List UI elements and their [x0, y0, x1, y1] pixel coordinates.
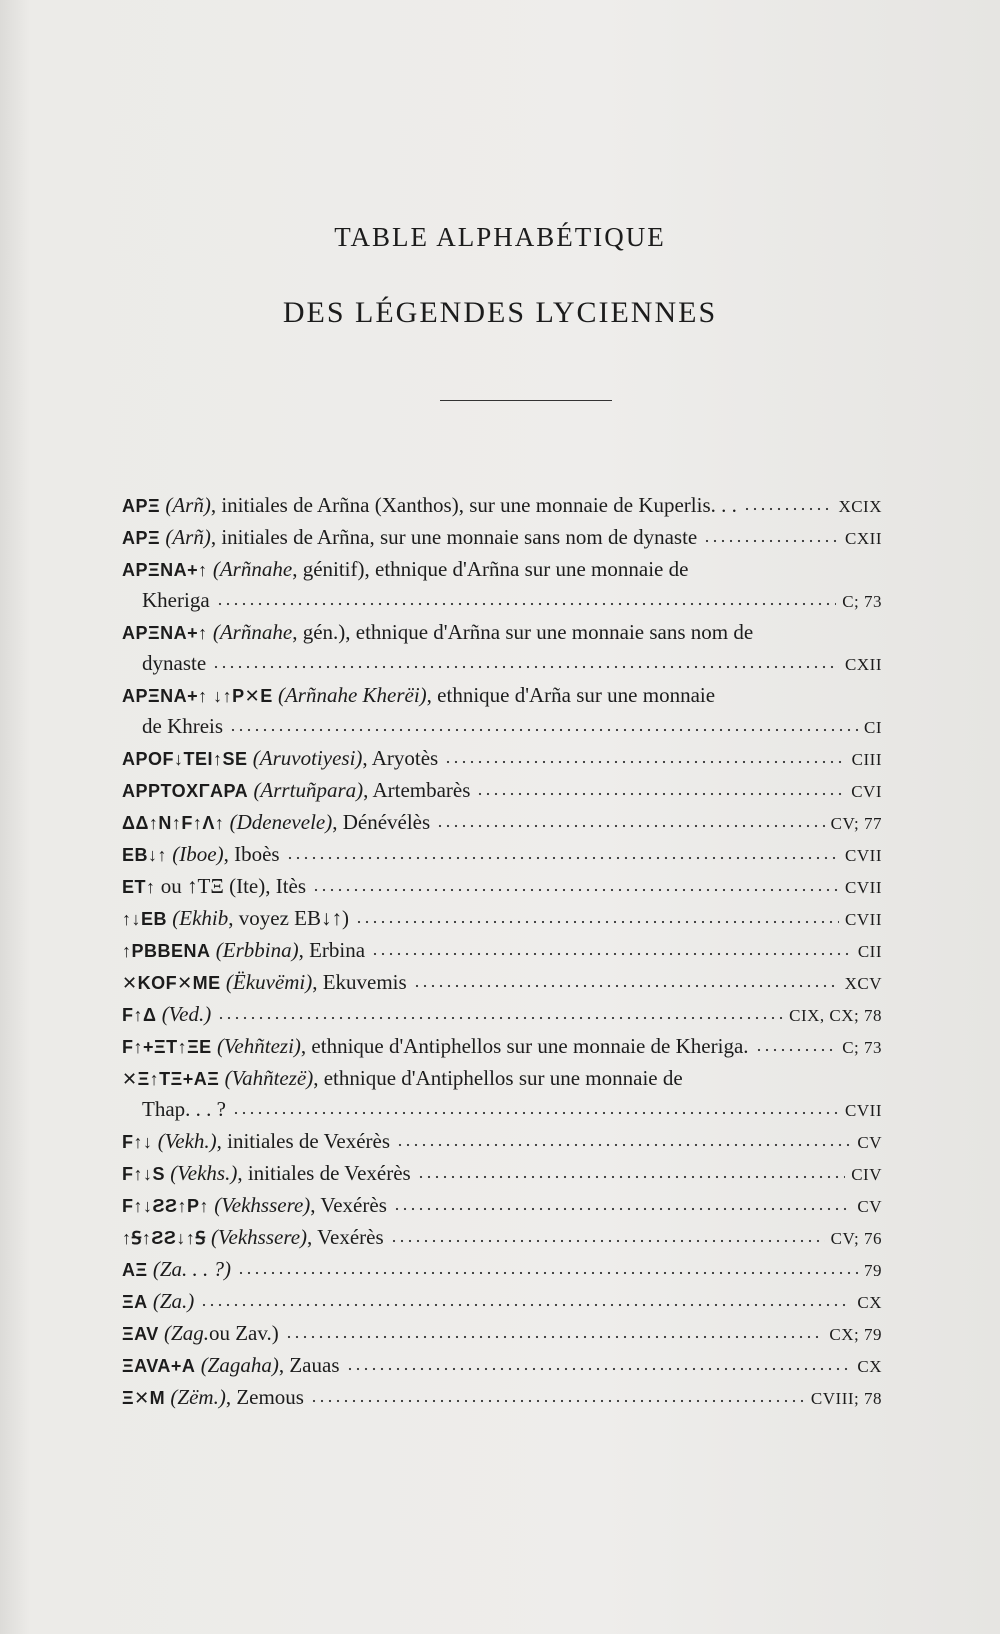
index-entry — [122, 967, 882, 999]
index-entry — [122, 1190, 882, 1222]
transliteration: (Zagaha) — [200, 1353, 279, 1377]
index-entry — [122, 1158, 882, 1190]
transliteration: (Arñnahe — [212, 620, 293, 644]
lycian-legend: ↑↓EB — [122, 909, 168, 929]
lycian-legend: APΞ — [122, 496, 161, 516]
entry-continuation-text: Kheriga — [142, 588, 210, 612]
dot-leader — [312, 878, 839, 899]
entry-line — [122, 554, 882, 585]
transliteration: (Vahñtezë) — [224, 1066, 314, 1090]
dot-leader — [417, 1165, 845, 1186]
entry-description: , initiales de Arñna, sur une monnaie sans nom de dynaste — [210, 525, 698, 549]
entry-line — [122, 775, 882, 807]
dot-leader — [310, 1389, 805, 1410]
page-reference: CX; 79 — [829, 1325, 882, 1344]
transliteration: (Za. . . ?) — [152, 1257, 232, 1281]
dot-leader — [390, 1229, 825, 1250]
index-entry — [122, 522, 882, 554]
entry-description: , Ekuvemis — [312, 970, 407, 994]
entry-description: , Artembarès — [363, 778, 471, 802]
entry-description: , Vexérès — [310, 1193, 387, 1217]
page-reference: CIX, CX; 78 — [789, 1006, 882, 1025]
lycian-legend: APΞNA+↑ ↓↑P✕E — [122, 686, 273, 706]
transliteration: (Aruvotiyesi) — [252, 746, 363, 770]
entry-description: , initiales de Arñna (Xanthos), sur une monnaie de Kuperlis. . . — [210, 493, 737, 517]
index-entry — [122, 775, 882, 807]
lycian-legend: APΞNA+↑ — [122, 560, 208, 580]
entry-description: , ethnique d'Antiphellos sur une monnaie de — [313, 1066, 683, 1090]
dot-leader — [413, 974, 839, 995]
entry-description: , Zauas — [278, 1353, 340, 1377]
entry-continuation — [122, 711, 882, 743]
dot-leader — [237, 1261, 858, 1282]
entry-description: , initiales de Vexérès — [237, 1161, 411, 1185]
entry-line — [122, 1286, 882, 1318]
lycian-legend: APOF↓TEI↑SE — [122, 749, 248, 769]
entry-continuation-text: Thap. . . ? — [142, 1097, 226, 1121]
entry-description: , Zemous — [225, 1385, 304, 1409]
index-entry — [122, 1254, 882, 1286]
entry-continuation — [122, 585, 882, 617]
index-entry — [122, 1063, 882, 1126]
page-reference: CVI — [851, 782, 882, 801]
page-reference: CIII — [851, 750, 882, 769]
index-entry — [122, 1222, 882, 1254]
entry-line — [122, 490, 882, 522]
page-reference: CVII — [845, 878, 882, 897]
lycian-legend: EB↓↑ — [122, 845, 168, 865]
page-subtitle: DES LÉGENDES LYCIENNES — [282, 296, 718, 329]
page-reference: XCV — [844, 974, 882, 993]
entry-line — [122, 743, 882, 775]
index-entry — [122, 935, 882, 967]
dot-leader — [229, 718, 858, 739]
lycian-legend: F↑↓ƧƧ↑P↑ — [122, 1196, 210, 1216]
entry-line — [122, 1031, 882, 1063]
page-reference: XCIX — [838, 497, 882, 516]
lycian-legend: ↑PBBENA — [122, 941, 211, 961]
entry-description: , voyez EB↓↑) — [228, 906, 349, 930]
lycian-legend: ΞAVA+A — [122, 1356, 196, 1376]
dot-leader — [755, 1038, 837, 1059]
page-reference: CVII — [845, 910, 882, 929]
lycian-legend: APΞNA+↑ — [122, 623, 208, 643]
entry-description: , Erbina — [298, 938, 366, 962]
transliteration: (Arñnahe — [212, 557, 293, 581]
transliteration: (Vekh.) — [157, 1129, 217, 1153]
lycian-legend: ✕KOF✕ME — [122, 973, 221, 993]
dot-leader — [285, 1325, 824, 1346]
dot-leader — [232, 1101, 839, 1122]
page-title: TABLE ALPHABÉTIQUE — [334, 222, 666, 252]
index-entry — [122, 871, 882, 903]
dot-leader — [396, 1133, 851, 1154]
lycian-legend: ΔΔ↑N↑F↑Λ↑ — [122, 813, 225, 833]
transliteration: (Ddenevele) — [229, 810, 333, 834]
page-reference: CXII — [845, 529, 882, 548]
dot-leader — [346, 1357, 852, 1378]
transliteration: (Za.) — [152, 1289, 195, 1313]
entry-line — [122, 1158, 882, 1190]
entry-line — [122, 1063, 882, 1094]
page-reference: CV — [857, 1197, 882, 1216]
entry-line — [122, 903, 882, 935]
dot-leader — [286, 846, 839, 867]
transliteration: (Zëm.) — [170, 1385, 226, 1409]
dot-leader — [743, 497, 833, 518]
transliteration: (Arñ) — [165, 493, 211, 517]
dot-leader — [476, 782, 845, 803]
transliteration: (Vekhssere) — [214, 1193, 311, 1217]
page-reference: C; 73 — [842, 592, 882, 611]
transliteration: (Vekhs.) — [170, 1161, 238, 1185]
entry-description: , Vexérès — [307, 1225, 384, 1249]
transliteration: (Zag. — [164, 1321, 209, 1345]
index-entry — [122, 839, 882, 871]
lycian-legend: ET↑ — [122, 877, 156, 897]
entry-line — [122, 1126, 882, 1158]
index-entry — [122, 903, 882, 935]
entry-continuation — [122, 1094, 882, 1126]
page-reference: 79 — [864, 1261, 882, 1280]
entry-continuation — [122, 648, 882, 680]
page-reference: CX — [857, 1357, 882, 1376]
page-reference: CVII — [845, 1101, 882, 1120]
index-entry — [122, 1031, 882, 1063]
entry-line — [122, 1350, 882, 1382]
entry-description: , Iboès — [223, 842, 280, 866]
entry-description: , Aryotès — [362, 746, 439, 770]
index-entry — [122, 617, 882, 680]
dot-leader — [436, 814, 824, 835]
index-entry — [122, 1126, 882, 1158]
page-reference: CII — [857, 942, 882, 961]
entry-line — [122, 935, 882, 967]
dot-leader — [371, 942, 852, 963]
transliteration: (Arrtuñpara) — [253, 778, 364, 802]
entry-description: , gén.), ethnique d'Arñna sur une monnaie sans nom de — [292, 620, 754, 644]
entry-line — [122, 1382, 882, 1414]
index-entry — [122, 807, 882, 839]
dot-leader — [212, 655, 839, 676]
transliteration: (Arñ) — [165, 525, 211, 549]
entry-line — [122, 807, 882, 839]
index-entry — [122, 1350, 882, 1382]
entry-line — [122, 522, 882, 554]
entry-description: , ethnique d'Antiphellos sur une monnaie de Kheriga. — [300, 1034, 749, 1058]
index-entry — [122, 999, 882, 1031]
transliteration: (Ekhib — [172, 906, 229, 930]
entry-line — [122, 871, 882, 903]
entry-line — [122, 617, 882, 648]
index-entry — [122, 554, 882, 617]
transliteration: (Arñnahe Kherëi) — [277, 683, 427, 707]
entry-continuation-text: de Khreis — [142, 714, 224, 738]
index-entry — [122, 743, 882, 775]
entry-description: ou ↑TΞ (Ite), Itès — [160, 874, 307, 898]
lycian-legend: APPTOXΓAPA — [122, 781, 249, 801]
page-reference: CVII — [845, 846, 882, 865]
entry-list — [122, 490, 882, 1414]
page-reference: CV — [857, 1133, 882, 1152]
dot-leader — [217, 1006, 783, 1027]
lycian-legend: F↑+ΞT↑ΞE — [122, 1037, 212, 1057]
lycian-legend: F↑↓S — [122, 1164, 166, 1184]
lycian-legend: Ξ✕M — [122, 1388, 166, 1408]
lycian-legend: ✕Ξ↑TΞ+AΞ — [122, 1069, 220, 1089]
transliteration: (Ëkuvëmi) — [225, 970, 313, 994]
dot-leader — [703, 529, 839, 550]
dot-leader — [393, 1197, 852, 1218]
dot-leader — [355, 910, 839, 931]
entry-line — [122, 1318, 882, 1350]
entry-description: ou Zav.) — [208, 1321, 279, 1345]
lycian-legend: APΞ — [122, 528, 161, 548]
transliteration: (Erbbina) — [215, 938, 299, 962]
page-reference: CX — [857, 1293, 882, 1312]
entry-line — [122, 1190, 882, 1222]
entry-line — [122, 1254, 882, 1286]
entry-description: , initiales de Vexérès — [216, 1129, 391, 1153]
transliteration: (Vekhssere) — [211, 1225, 308, 1249]
transliteration: (Ved.) — [161, 1002, 212, 1026]
entry-continuation-text: dynaste — [142, 651, 207, 675]
page-reference: CI — [864, 718, 882, 737]
transliteration: (Iboe) — [172, 842, 224, 866]
lycian-legend: F↑↓ — [122, 1132, 153, 1152]
transliteration: (Vehñtezi) — [216, 1034, 301, 1058]
page-reference: CVIII; 78 — [810, 1389, 882, 1408]
lycian-legend: AΞ — [122, 1260, 148, 1280]
index-entry — [122, 680, 882, 743]
index-entry — [122, 1318, 882, 1350]
entry-line — [122, 999, 882, 1031]
entry-description: , génitif), ethnique d'Arñna sur une monnaie de — [292, 557, 689, 581]
entry-description: , Dénévélès — [332, 810, 431, 834]
lycian-legend: ΞAV — [122, 1324, 159, 1344]
dot-leader — [216, 592, 837, 613]
dot-leader — [444, 750, 845, 771]
entry-description: , ethnique d'Arña sur une monnaie — [426, 683, 716, 707]
lycian-legend: ↑Ꟊ↑ƧƧ↓↑Ꟊ — [122, 1228, 206, 1248]
page-reference: CIV — [851, 1165, 882, 1184]
page-reference: C; 73 — [842, 1038, 882, 1057]
entry-line — [122, 839, 882, 871]
index-entry — [122, 1382, 882, 1414]
entry-line — [122, 680, 882, 711]
index-entry — [122, 490, 882, 522]
page-reference: CXII — [845, 655, 882, 674]
title-rule — [440, 400, 612, 401]
entry-line — [122, 967, 882, 999]
index-entry — [122, 1286, 882, 1318]
lycian-legend: F↑Δ — [122, 1005, 157, 1025]
page-reference: CV; 76 — [830, 1229, 882, 1248]
entry-line — [122, 1222, 882, 1254]
lycian-legend: ΞA — [122, 1292, 148, 1312]
page-reference: CV; 77 — [830, 814, 882, 833]
dot-leader — [200, 1293, 851, 1314]
